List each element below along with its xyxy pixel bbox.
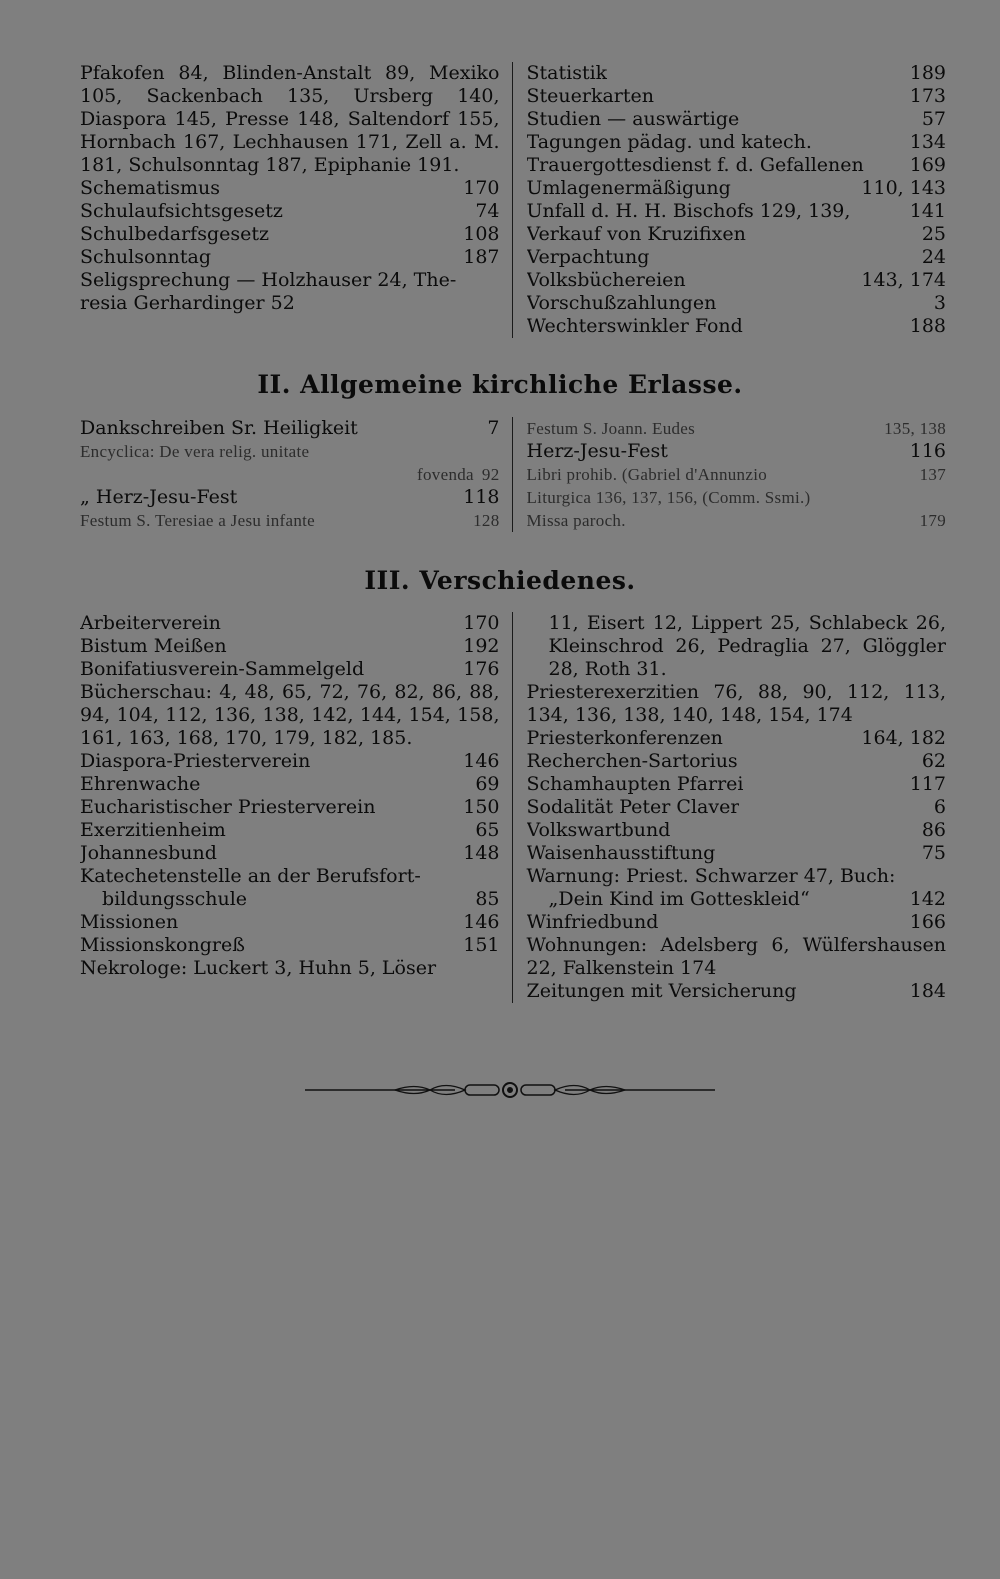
section-3-columns: [80, 612, 946, 1003]
entry-page: 3: [933, 292, 946, 314]
entry-label: Verkauf von Kruzifixen: [526, 223, 746, 245]
entry-label: Recherchen-Sartorius: [526, 750, 738, 772]
index-entry: [527, 509, 947, 532]
entry-page: 189: [909, 62, 946, 84]
section-3-heading: III. Verschiedenes.: [364, 566, 636, 595]
entry-page: 128: [473, 511, 500, 530]
index-entry: [80, 819, 500, 842]
index-entry: [527, 177, 947, 200]
entry-page: 170: [463, 612, 500, 634]
entry-label: Dankschreiben Sr. Heiligkeit: [80, 417, 358, 439]
index-entry: [527, 154, 947, 177]
entry-label: Schulbedarfsgesetz: [80, 223, 270, 245]
section-1-left-column: [80, 62, 512, 338]
entry-label: Arbeiterverein: [80, 612, 221, 634]
entry-page: 24: [921, 246, 946, 268]
index-entry: [80, 509, 500, 532]
index-entry: [527, 888, 947, 911]
entry-page: 135, 138: [884, 419, 946, 438]
entry-page: [492, 440, 500, 463]
section-1-columns: [80, 62, 946, 338]
index-entry: [527, 269, 947, 292]
entry-page: 92: [481, 465, 500, 484]
entry-page: 187: [463, 246, 500, 268]
index-entry-pfakofen: Pfakofen 84, Blinden-Anstalt 89, Mexiko 105, Sackenbach 135, Ursberg 140, Diaspora 145, Presse 148, Saltendorf 155, Hornbach 167, Lechhausen 171, Zell a. M. 181, Schulsonntag 187, Epiphanie 191.: [80, 62, 500, 176]
entry-label: Herz-Jesu-Fest: [526, 440, 668, 462]
entry-page: 143, 174: [861, 269, 946, 291]
index-entry: [527, 819, 947, 842]
entry-label: Johannesbund: [80, 842, 217, 864]
index-entry: [527, 842, 947, 865]
index-entry: [80, 463, 500, 486]
entry-page: 184: [909, 980, 946, 1002]
index-entry: [527, 246, 947, 269]
index-entry-seligsprechung: [80, 269, 500, 315]
entry-label: Wechterswinkler Fond: [526, 315, 743, 337]
section-3-left-column: [80, 612, 512, 1003]
entry-page: 69: [475, 773, 500, 795]
entry-page: 192: [463, 635, 500, 657]
index-entry: [80, 486, 500, 509]
entry-page: 179: [919, 511, 946, 530]
index-entry-list: [80, 417, 500, 532]
entry-page: 164, 182: [861, 727, 946, 749]
index-entry: [527, 463, 947, 486]
index-entry: [80, 177, 500, 200]
entry-page: 134: [909, 131, 946, 153]
entry-label: Eucharistischer Priesterverein: [80, 796, 376, 818]
entry-label: Encyclica: De vera relig. unitate: [80, 442, 310, 461]
index-entry: [527, 773, 947, 796]
entry-page: 65: [475, 819, 500, 841]
entry-line: Seligsprechung — Holzhauser 24, The-: [80, 269, 457, 291]
index-entry: [80, 612, 500, 635]
entry-page: 118: [463, 486, 500, 508]
entry-label: „ Herz-Jesu-Fest: [80, 486, 238, 508]
index-entry: [527, 796, 947, 819]
index-entry-buecherschau: Bücherschau: 4, 48, 65, 72, 76, 82, 86, 88, 94, 104, 112, 136, 138, 142, 144, 154, 158, 161, 163, 168, 170, 179, 182, 185.: [80, 681, 500, 749]
index-entry-list: [527, 417, 947, 532]
index-entry: [527, 62, 947, 85]
entry-page: 117: [909, 773, 946, 795]
entry-label: Tagungen pädag. und katech.: [526, 131, 812, 153]
entry-page: 86: [921, 819, 946, 841]
index-entry: [80, 417, 500, 440]
entry-label: Missionen: [80, 911, 179, 933]
entry-label: Trauergottesdienst f. d. Gefallenen: [526, 154, 864, 176]
index-entry-list: [527, 727, 947, 865]
entry-label: Bistum Meißen: [80, 635, 227, 657]
entry-page: 75: [921, 842, 946, 864]
entry-label: Waisenhausstiftung: [526, 842, 716, 864]
index-entry: [527, 223, 947, 246]
index-entry: [80, 223, 500, 246]
entry-label: Priesterkonferenzen: [526, 727, 723, 749]
entry-page: 108: [463, 223, 500, 245]
entry-label: Schamhaupten Pfarrei: [526, 773, 744, 795]
index-entry: [80, 440, 500, 463]
section-2-right-column: [512, 417, 947, 532]
index-entry-list: [80, 750, 500, 865]
index-entry: [527, 200, 947, 223]
section-2-columns: [80, 417, 946, 532]
index-entry: [80, 750, 500, 773]
entry-label: Bonifatiusverein-Sammelgeld: [80, 658, 365, 680]
entry-label: „Dein Kind im Gotteskleid“: [548, 888, 810, 910]
entry-page: 62: [921, 750, 946, 772]
ornamental-divider: [305, 1077, 715, 1103]
index-entry-list: [527, 980, 947, 1003]
entry-label: Festum S. Teresiae a Jesu infante: [80, 511, 316, 530]
entry-label: Statistik: [526, 62, 608, 84]
index-entry: [80, 200, 500, 223]
entry-label: Vorschußzahlungen: [526, 292, 717, 314]
entry-label: Missionskongreß: [80, 934, 245, 956]
index-entry: [527, 486, 947, 509]
section-1-right-column: [512, 62, 947, 338]
entry-label: Schematismus: [80, 177, 220, 199]
index-entry: [527, 911, 947, 934]
index-entry: [80, 246, 500, 269]
entry-label: Exerzitienheim: [80, 819, 226, 841]
entry-label: Schulsonntag: [80, 246, 211, 268]
entry-line: Warnung: Priest. Schwarzer 47, Buch:: [526, 865, 896, 887]
index-entry-priesterexerzitien: Priesterexerzitien 76, 88, 90, 112, 113, 134, 136, 138, 140, 148, 154, 174: [526, 681, 946, 726]
entry-label: Unfall d. H. H. Bischofs 129, 139,: [526, 200, 851, 222]
entry-label: Diaspora-Priesterverein: [80, 750, 311, 772]
index-entry-nekrologe-continued: 11, Eisert 12, Lippert 25, Schlabeck 26, Kleinschrod 26, Pedraglia 27, Glöggler 28, Roth 31.: [548, 612, 946, 680]
entry-label: Winfriedbund: [526, 911, 659, 933]
entry-page: 25: [921, 223, 946, 245]
entry-page: 146: [463, 750, 500, 772]
entry-label: Liturgica 136, 137, 156, (Comm. Ssmi.): [526, 488, 811, 507]
entry-label: Volkswartbund: [526, 819, 671, 841]
entry-page: 176: [463, 658, 500, 680]
entry-label: Schulaufsichtsgesetz: [80, 200, 283, 222]
index-entry: [527, 131, 947, 154]
index-entry: [527, 85, 947, 108]
index-entry: [527, 417, 947, 440]
index-entry: [527, 980, 947, 1003]
entry-page: 169: [909, 154, 946, 176]
entry-page: 116: [909, 440, 946, 462]
index-entry-list: [80, 612, 500, 681]
index-entry-list: [527, 62, 947, 338]
entry-page: 137: [919, 465, 946, 484]
entry-page: 142: [909, 888, 946, 910]
section-3-right-column: [512, 612, 947, 1003]
entry-label: Umlagenermäßigung: [526, 177, 731, 199]
entry-label: Sodalität Peter Claver: [526, 796, 740, 818]
index-entry-list: [80, 177, 500, 269]
index-entry: [527, 440, 947, 463]
entry-page: 141: [909, 200, 946, 222]
entry-label: Ehrenwache: [80, 773, 201, 795]
entry-page: 151: [463, 934, 500, 956]
index-entry: [80, 635, 500, 658]
entry-page: 166: [909, 911, 946, 933]
index-entry: [527, 750, 947, 773]
index-entry: [80, 888, 500, 911]
index-entry: [80, 658, 500, 681]
index-entry-wohnungen: Wohnungen: Adelsberg 6, Wülfershausen 22, Falkenstein 174: [526, 934, 946, 979]
entry-page: [938, 486, 946, 509]
index-entry: [527, 292, 947, 315]
index-entry: [80, 842, 500, 865]
index-entry-nekrologe: Nekrologe: Luckert 3, Huhn 5, Löser: [80, 957, 437, 979]
index-entry-list: [527, 911, 947, 934]
index-entry: [80, 911, 500, 934]
entry-label: Missa paroch.: [526, 511, 626, 530]
entry-page: 110, 143: [861, 177, 946, 199]
entry-line: Katechetenstelle an der Berufsfort-: [80, 865, 421, 887]
index-entry-list: [80, 911, 500, 957]
index-entry: [527, 727, 947, 750]
entry-label: Zeitungen mit Versicherung: [526, 980, 797, 1002]
index-entry: [80, 934, 500, 957]
entry-page: 173: [909, 85, 946, 107]
entry-label: bildungsschule: [102, 888, 248, 910]
entry-page: 146: [463, 911, 500, 933]
entry-page: 6: [933, 796, 946, 818]
entry-page: 57: [921, 108, 946, 130]
entry-label: Festum S. Joann. Eudes: [526, 419, 696, 438]
entry-page: 188: [909, 315, 946, 337]
entry-page: 170: [463, 177, 500, 199]
index-entry: [527, 108, 947, 131]
entry-line: resia Gerhardinger 52: [80, 292, 295, 314]
entry-label: Volksbüchereien: [526, 269, 686, 291]
entry-page: 74: [475, 200, 500, 222]
entry-page: 85: [475, 888, 500, 910]
entry-label: fovenda: [417, 465, 474, 484]
entry-page: 148: [463, 842, 500, 864]
index-entry: [80, 796, 500, 819]
entry-label: Verpachtung: [526, 246, 650, 268]
entry-label: Studien — auswärtige: [526, 108, 740, 130]
index-entry: [527, 315, 947, 338]
index-entry: [80, 773, 500, 796]
entry-label: Libri prohib. (Gabriel d'Annunzio: [526, 465, 768, 484]
entry-page: 7: [487, 417, 500, 439]
entry-label: Steuerkarten: [526, 85, 654, 107]
entry-page: 150: [463, 796, 500, 818]
section-2-heading: II. Allgemeine kirchliche Erlasse.: [257, 370, 743, 399]
section-2-left-column: [80, 417, 512, 532]
